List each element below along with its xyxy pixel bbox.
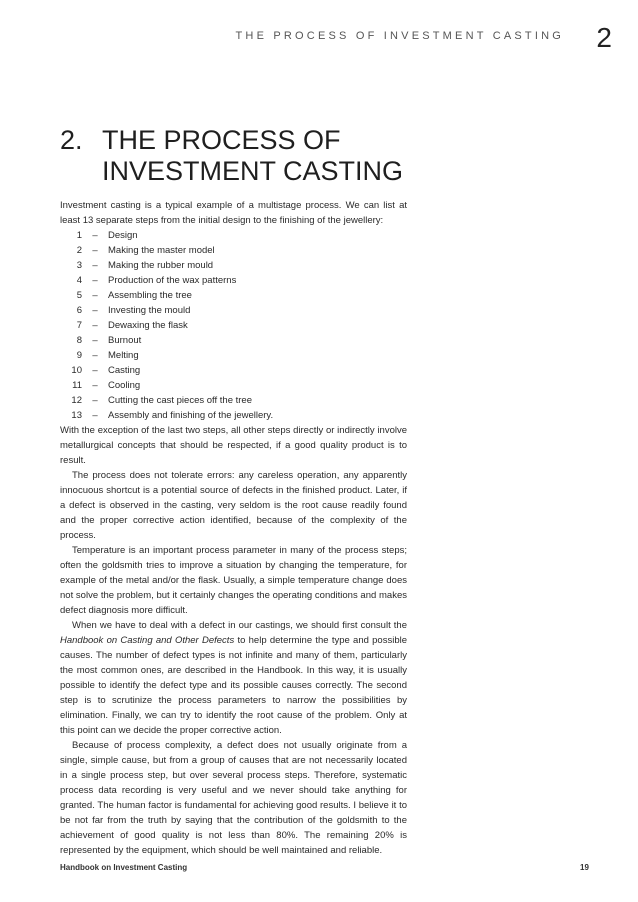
list-item [60,363,407,378]
step-dash: – [92,290,98,301]
step-dash: – [92,395,98,406]
list-item [60,408,407,423]
step-text: Assembly and finishing of the jewellery. [108,410,274,421]
paragraph-2: The process does not tolerate errors: any careless operation, any apparently innocuous shortcut is a potential source of defects in the finished product. Later, if a defect is observed in the casting, very seldom is the root cause readily found and the proper corrective action identified, because of the complexity of the process. [60,470,407,541]
list-item [60,393,407,408]
footer-book-title: Handbook on Investment Casting [60,863,188,872]
step-text: Making the master model [108,245,215,256]
page-title [60,125,403,187]
step-text: Dewaxing the flask [108,320,188,331]
step-number: 11 [72,380,82,391]
list-item [60,318,407,333]
step-dash: – [92,260,98,271]
chapter-number: 2 [596,22,612,53]
step-number: 1 [76,230,82,241]
list-item [60,333,407,348]
step-text: Cutting the cast pieces off the tree [108,395,252,406]
list-item [60,303,407,318]
step-number: 5 [76,290,82,301]
title-line-2: INVESTMENT CASTING [102,156,404,186]
list-item [60,378,407,393]
step-number: 3 [76,260,82,271]
step-text: Investing the mould [108,305,191,316]
step-text: Cooling [108,380,141,391]
list-item [60,258,407,273]
step-dash: – [92,320,98,331]
step-dash: – [92,245,98,256]
step-dash: – [92,230,98,241]
body-text [60,198,407,858]
step-dash: – [92,305,98,316]
list-item [60,228,407,243]
step-text: Burnout [108,335,142,346]
step-text: Making the rubber mould [108,260,214,271]
step-number: 7 [76,320,82,331]
intro-paragraph: Investment casting is a typical example of a multistage process. We can list at least 13 separate steps from the initial design to the finishing of the jewellery: [60,200,407,226]
step-number: 12 [71,395,82,406]
handbook-reference: Handbook on Casting and Other Defects [60,635,235,646]
step-dash: – [92,410,98,421]
step-number: 13 [71,410,82,421]
step-dash: – [92,275,98,286]
list-item [60,348,407,363]
step-number: 6 [76,305,82,316]
step-number: 8 [76,335,82,346]
step-dash: – [92,365,98,376]
step-number: 9 [76,350,82,361]
step-dash: – [92,380,98,391]
list-item [60,273,407,288]
step-text: Melting [108,350,139,361]
step-dash: – [92,350,98,361]
step-text: Casting [108,365,141,376]
paragraph-3: Temperature is an important process parameter in many of the process steps; often the goldsmith tries to improve a situation by changing the temperature, for example of the metal and/or the flask. Usually, a simple temperature change does not solve the problem, but it certainly changes the operating conditions and makes defect diagnosis more difficult. [60,545,407,616]
steps-list [60,228,407,423]
footer-page-number: 19 [580,863,589,872]
step-text: Design [108,230,138,241]
paragraph-4-end: to help determine the type and possible causes. The number of defect types is not infinite and many of them, particularly the most common ones, are described in the Handbook. In this way, it is usually possible to identify the defect type and its possible causes correctly. The second step is to scrutinize the process parameters to narrow the possibilities by elimination. Finally, we can try to identify the root cause of the problem. Only at this point can we decide the proper corrective action. [60,635,407,736]
title-number: 2. [60,125,83,155]
step-number: 10 [71,365,82,376]
list-item [60,288,407,303]
step-text: Production of the wax patterns [108,275,237,286]
paragraph-1: With the exception of the last two steps, all other steps directly or indirectly involve metallurgical concepts that should be respected, if a good quality product is to result. [60,425,407,466]
running-header: THE PROCESS OF INVESTMENT CASTING [235,30,564,42]
paragraph-4 [60,618,407,738]
step-text: Assembling the tree [108,290,192,301]
paragraph-5: Because of process complexity, a defect does not usually originate from a single, simple cause, but from a group of causes that are not necessarily located in a single process step, but over several process steps. Therefore, systematic process data recording is very useful and we never should take anything for granted. The human factor is fundamental for achieving good results. I believe it to be not far from the truth by saying that the contribution of the goldsmith to the achievement of good quality is not less than 80%. The remaining 20% is represented by the equipment, which should be well maintained and reliable. [60,740,407,856]
step-dash: – [92,335,98,346]
title-line-1 [60,125,403,156]
list-item [60,243,407,258]
step-number: 4 [76,275,82,286]
title-text-1: THE PROCESS OF [102,125,341,155]
paragraph-4-start: When we have to deal with a defect in our castings, we should first consult the [72,620,407,631]
step-number: 2 [76,245,82,256]
